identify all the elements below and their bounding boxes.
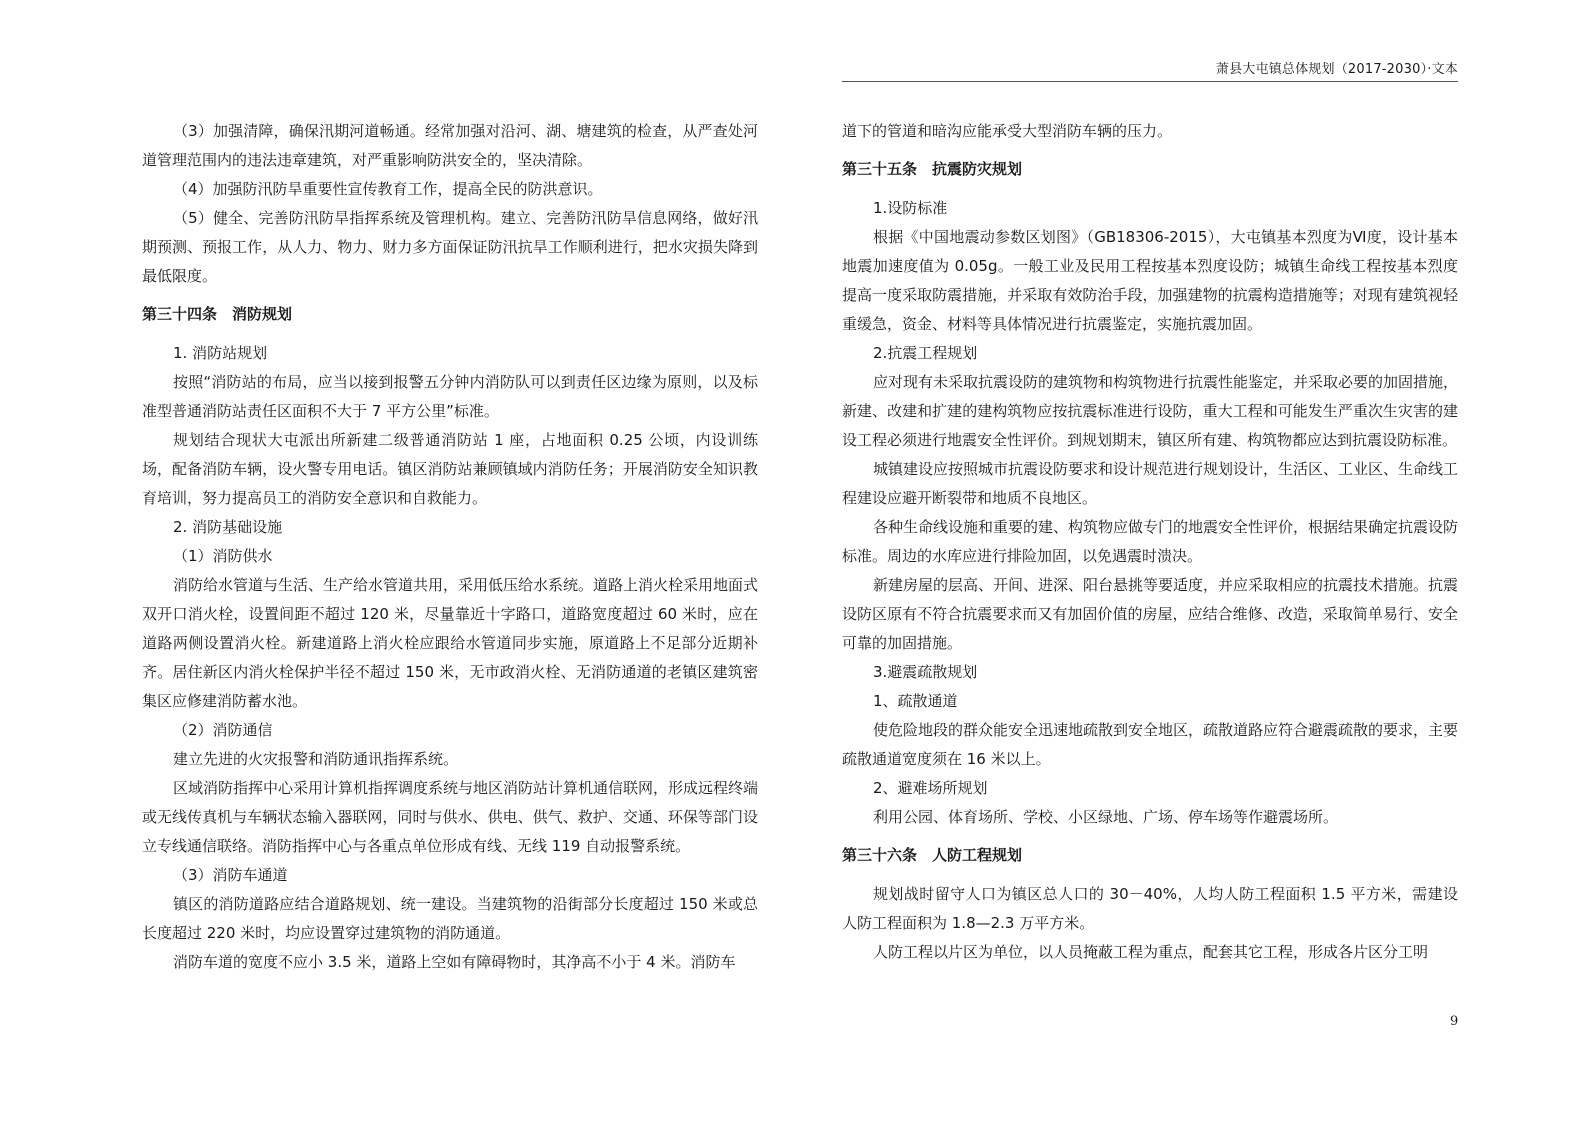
subsection-title: 3.避震疏散规划 [873, 663, 978, 681]
right-column [842, 117, 1458, 967]
paragraph: 按照“消防站的布局，应当以接到报警五分钟内消防队可以到责任区边缘为原则，以及标准型普通消防站责任区面积不大于 7 平方公里”标准。 [142, 373, 758, 420]
paragraph: （3）加强清障，确保汛期河道畅通。经常加强对沿河、湖、塘建筑的检查，从严查处河道管理范围内的违法违章建筑，对严重影响防洪安全的，坚决清除。 [142, 122, 758, 169]
paragraph: 使危险地段的群众能安全迅速地疏散到安全地区，疏散道路应符合避震疏散的要求，主要疏散通道宽度须在 16 米以上。 [842, 721, 1459, 768]
paragraph: 规划结合现状大屯派出所新建二级普通消防站 1 座，占地面积 0.25 公顷，内设训练场，配备消防车辆，设火警专用电话。镇区消防站兼顾镇域内消防任务；开展消防安全知识教育培训，努力提高员工的消防安全意识和自救能力。 [142, 431, 758, 507]
paragraph: 区域消防指挥中心采用计算机指挥调度系统与地区消防站计算机通信联网，形成远程终端或无线传真机与车辆状态输入器联网，同时与供水、供电、供气、救护、交通、环保等部门设立专线通信联络。消防指挥中心与各重点单位形成有线、无线 119 自动报警系统。 [142, 779, 759, 855]
left-column [142, 117, 758, 977]
paragraph: 利用公园、体育场所、学校、小区绿地、广场、停车场等作避震场所。 [873, 808, 1339, 826]
subsection-title: 1、疏散通道 [873, 692, 958, 710]
page-number: 9 [1450, 1014, 1459, 1029]
paragraph: 人防工程以片区为单位，以人员掩蔽工程为重点，配套其它工程，形成各片区分工明 [873, 943, 1429, 961]
subsection-title: 1. 消防站规划 [173, 344, 268, 362]
subsection-title: 2、避难场所规划 [873, 779, 988, 797]
paragraph: 镇区的消防道路应结合道路规划、统一建设。当建筑物的沿街部分长度超过 150 米或总长度超过 220 米时，均应设置穿过建筑物的消防通道。 [142, 895, 758, 942]
paragraph: 消防车道的宽度不应小 3.5 米，道路上空如有障碍物时，其净高不小于 4 米。消防车 [173, 953, 736, 971]
paragraph: 根据《中国地震动参数区划图》（GB18306-2015），大屯镇基本烈度为Ⅵ度，设计基本地震加速度值为 0.05g。一般工业及民用工程按基本烈度设防；城镇生命线工程按基本烈度提高一度采取防震措施，并采取有效防治手段，加强建物的抗震构造措施等；对现有建筑视轻重缓急，资金、材料等具体情况进行抗震鉴定，实施抗震加固。 [842, 228, 1458, 333]
paragraph: （5）健全、完善防汛防旱指挥系统及管理机构。建立、完善防汛防旱信息网络，做好汛期预测、预报工作，从人力、物力、财力多方面保证防汛抗旱工作顺利进行，把水灾损失降到最低限度。 [142, 209, 758, 285]
paragraph: 应对现有未采取抗震设防的建筑物和构筑物进行抗震性能鉴定，并采取必要的加固措施，新建、改建和扩建的建构筑物应按抗震标准进行设防，重大工程和可能发生严重次生灾害的建设工程必须进行地震安全性评价。到规划期末，镇区所有建、构筑物都应达到抗震设防标准。 [842, 373, 1459, 449]
subsection-title: 2. 消防基础设施 [173, 518, 283, 536]
paragraph-continuation: 道下的管道和暗沟应能承受大型消防车辆的压力。 [842, 122, 1173, 140]
section-heading: 第三十五条 抗震防灾规划 [842, 160, 1023, 178]
paragraph: 各种生命线设施和重要的建、构筑物应做专门的地震安全性评价，根据结果确定抗震设防标准。周边的水库应进行排险加固，以免遇震时溃决。 [842, 518, 1459, 565]
subsection-title: （1）消防供水 [173, 547, 273, 565]
paragraph: 消防给水管道与生活、生产给水管道共用，采用低压给水系统。道路上消火栓采用地面式双开口消火栓，设置间距不超过 120 米，尽量靠近十字路口，道路宽度超过 60 米时，应在道路两侧设置消火栓。新建道路上消火栓应跟给水管道同步实施，原道路上不足部分近期补齐。居住新区内消火栓保护半径不超过 150 米，无市政消火栓、无消防通道的老镇区建筑密集区应修建消防蓄水池。 [142, 576, 759, 710]
header-rule [842, 81, 1458, 82]
subsection-title: （3）消防车通道 [173, 866, 288, 884]
section-heading: 第三十四条 消防规划 [142, 305, 293, 323]
header-title: 萧县大屯镇总体规划（2017-2030）·文本 [1215, 62, 1458, 77]
paragraph: 城镇建设应按照城市抗震设防要求和设计规范进行规划设计，生活区、工业区、生命线工程建设应避开断裂带和地质不良地区。 [842, 460, 1459, 507]
subsection-title: 1.设防标准 [873, 199, 948, 217]
paragraph: 规划战时留守人口为镇区总人口的 30－40%，人均人防工程面积 1.5 平方米，需建设人防工程面积为 1.8—2.3 万平方米。 [842, 885, 1458, 932]
paragraph: 新建房屋的层高、开间、进深、阳台悬挑等要适度，并应采取相应的抗震技术措施。抗震设防区原有不符合抗震要求而又有加固价值的房屋，应结合维修、改造，采取简单易行、安全可靠的加固措施。 [842, 576, 1459, 652]
paragraph: （4）加强防汛防旱重要性宣传教育工作，提高全民的防洪意识。 [173, 180, 603, 198]
paragraph: 建立先进的火灾报警和消防通讯指挥系统。 [173, 750, 459, 768]
section-heading: 第三十六条 人防工程规划 [842, 846, 1023, 864]
subsection-title: 2.抗震工程规划 [873, 344, 978, 362]
subsection-title: （2）消防通信 [173, 721, 273, 739]
